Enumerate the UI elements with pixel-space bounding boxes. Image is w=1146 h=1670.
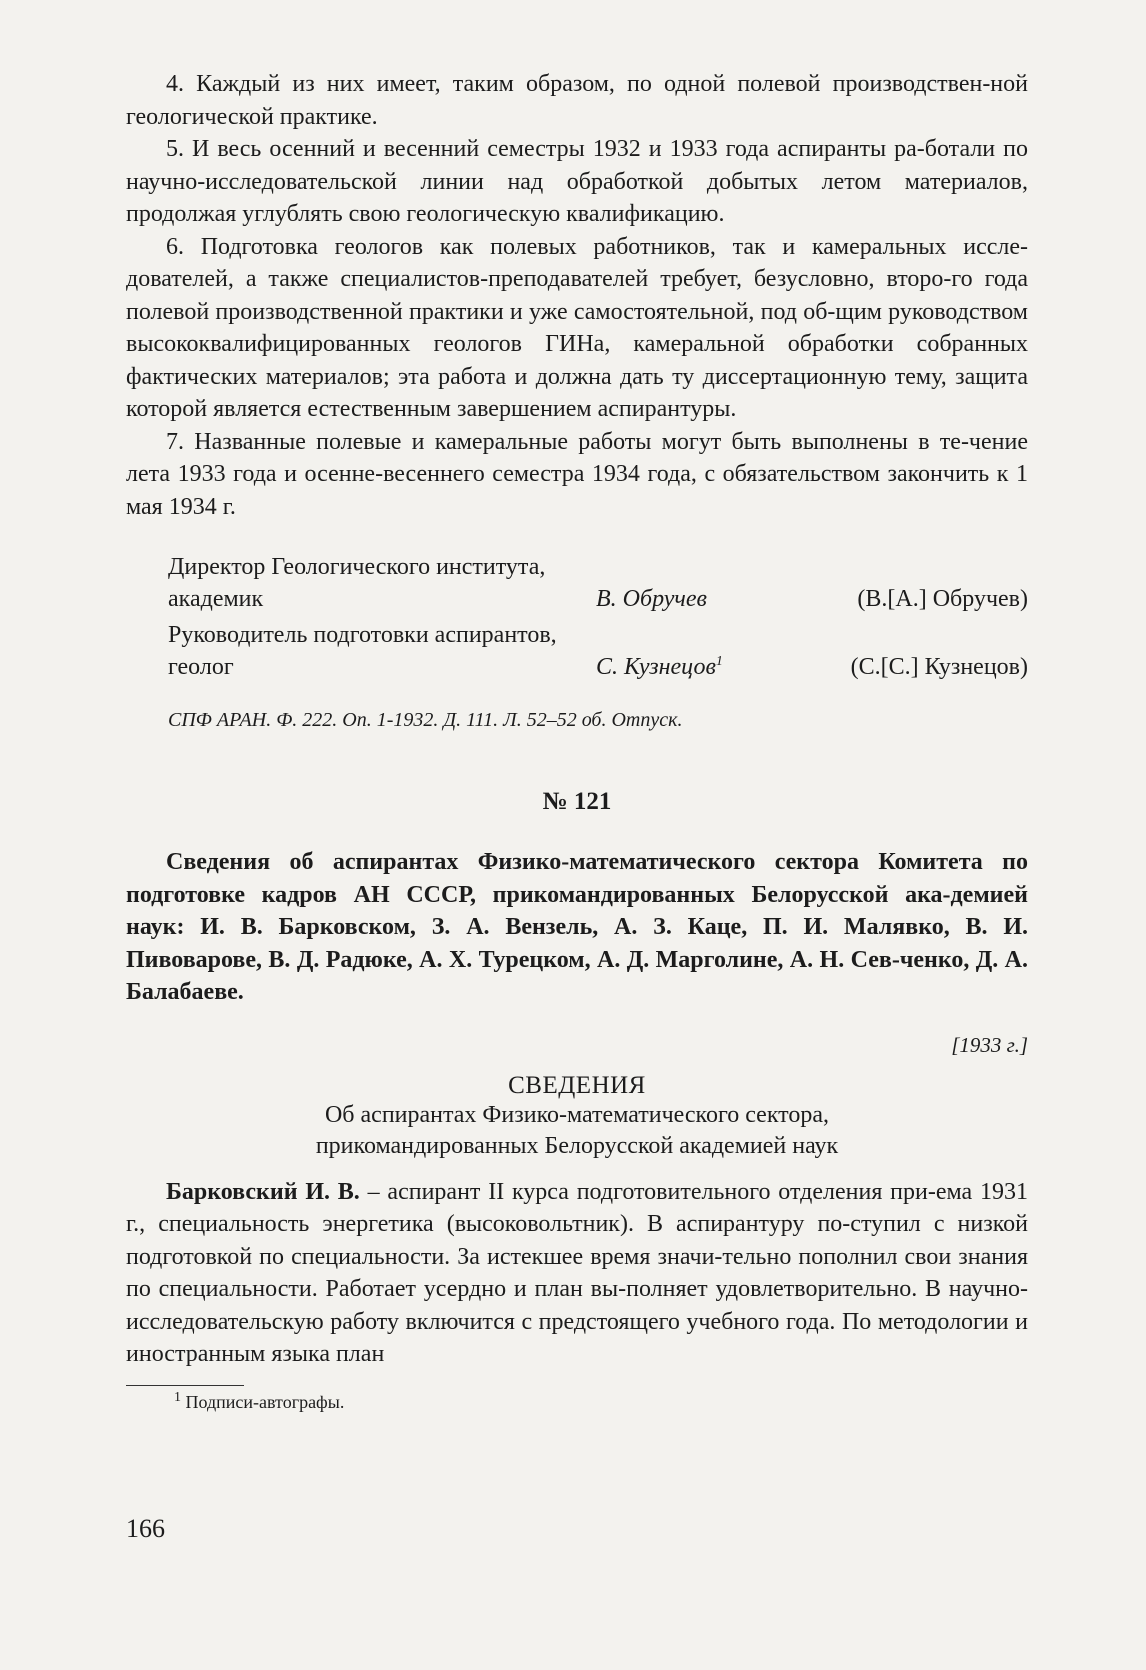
head-rank: геолог — [168, 654, 234, 680]
footnote-divider — [126, 1385, 244, 1386]
head-name: (С.[С.] Кузнецов) — [850, 654, 1028, 680]
text-column — [126, 68, 1028, 1413]
director-name: (В.[А.] Обручев) — [857, 586, 1028, 612]
subtitle-line-2: прикомандированных Белорусской академией наук — [315, 1132, 839, 1159]
footnote-ref: 1 — [715, 654, 723, 669]
footnote-mark: 1 — [174, 1389, 181, 1405]
director-signature: В. Обручев — [596, 586, 707, 612]
paragraph-4: 4. Каждый из них имеет, таким образом, по одной полевой производствен-ной геологической практике. — [126, 71, 1028, 130]
document-title: Сведения об аспирантах Физико-математического сектора Комитета по подготовке кадров АН СССР, прикомандированных Белорусской ака-демией наук: И. В. Барковском, З. А. Вензель, А. З. Каце, П. И. Малявко, В. И. Пивоварове, В. Д. Радюке, А. Х. Турецком, А. Д. Марголине, А. Н. Сев-ченко, Д. А. Балабаеве. — [126, 849, 1028, 1005]
body-paragraph — [126, 1176, 1028, 1371]
document-date: [1933 г.] — [951, 1032, 1028, 1057]
paragraph-5: 5. И весь осенний и весенний семестры 1932 и 1933 года аспиранты ра-ботали по научно-исследовательской линии над обработкой добытых летом материалов, продолжая углублять свою геологическую квалификацию. — [126, 136, 1028, 227]
head-signature-text: С. Кузнецов — [596, 654, 716, 680]
page-number: 166 — [126, 1514, 165, 1543]
director-rank: академик — [168, 586, 264, 612]
signature-block — [126, 551, 1028, 683]
footnote — [126, 1389, 1028, 1413]
section-heading: СВЕДЕНИЯ — [508, 1071, 646, 1099]
head-signature — [596, 651, 836, 683]
paragraph-6: 6. Подготовка геологов как полевых работников, так и камеральных иссле-дователей, а также специалистов-преподавателей требует, безусловно, второ-го года полевой производственной практики и уже самостоятельной, под об-щим руководством высококвалифицированных геологов ГИНа, камеральной обработки собранных фактических материалов; эта работа и должна дать ту диссертационную тему, защита которой является естественным завершением аспирантуры. — [126, 233, 1028, 422]
director-title: Директор Геологического института, — [168, 554, 546, 580]
subtitle-line-1: Об аспирантах Физико-математического сектора, — [324, 1101, 830, 1128]
body-name: Барковский И. В. — [166, 1178, 360, 1205]
footnote-text: Подписи-автографы. — [181, 1391, 345, 1412]
body-text: – аспирант II курса подготовительного отделения при-ема 1931 г., специальность энергетика (высоковольтник). В аспирантуру по-ступил с низкой подготовкой по специальности. За истекшее время значи-тельно пополнил свои знания по специальности. Работает усердно и план вы-полняет удовлетворительно. В научно-исследовательскую работу включится с предстоящего учебного года. По методологии и иностранным языка план — [126, 1178, 1028, 1367]
paragraph-7: 7. Названные полевые и камеральные работы могут быть выполнены в те-чение лета 1933 года и осенне-весеннего семестра 1934 года, с обязательством закончить к 1 мая 1934 г. — [126, 428, 1028, 520]
document-number: № 121 — [542, 788, 612, 815]
archive-reference: СПФ АРАН. Ф. 222. Оп. 1-1932. Д. 111. Л. 52–52 об. Отпуск. — [168, 709, 683, 731]
head-title: Руководитель подготовки аспирантов, — [168, 622, 557, 648]
